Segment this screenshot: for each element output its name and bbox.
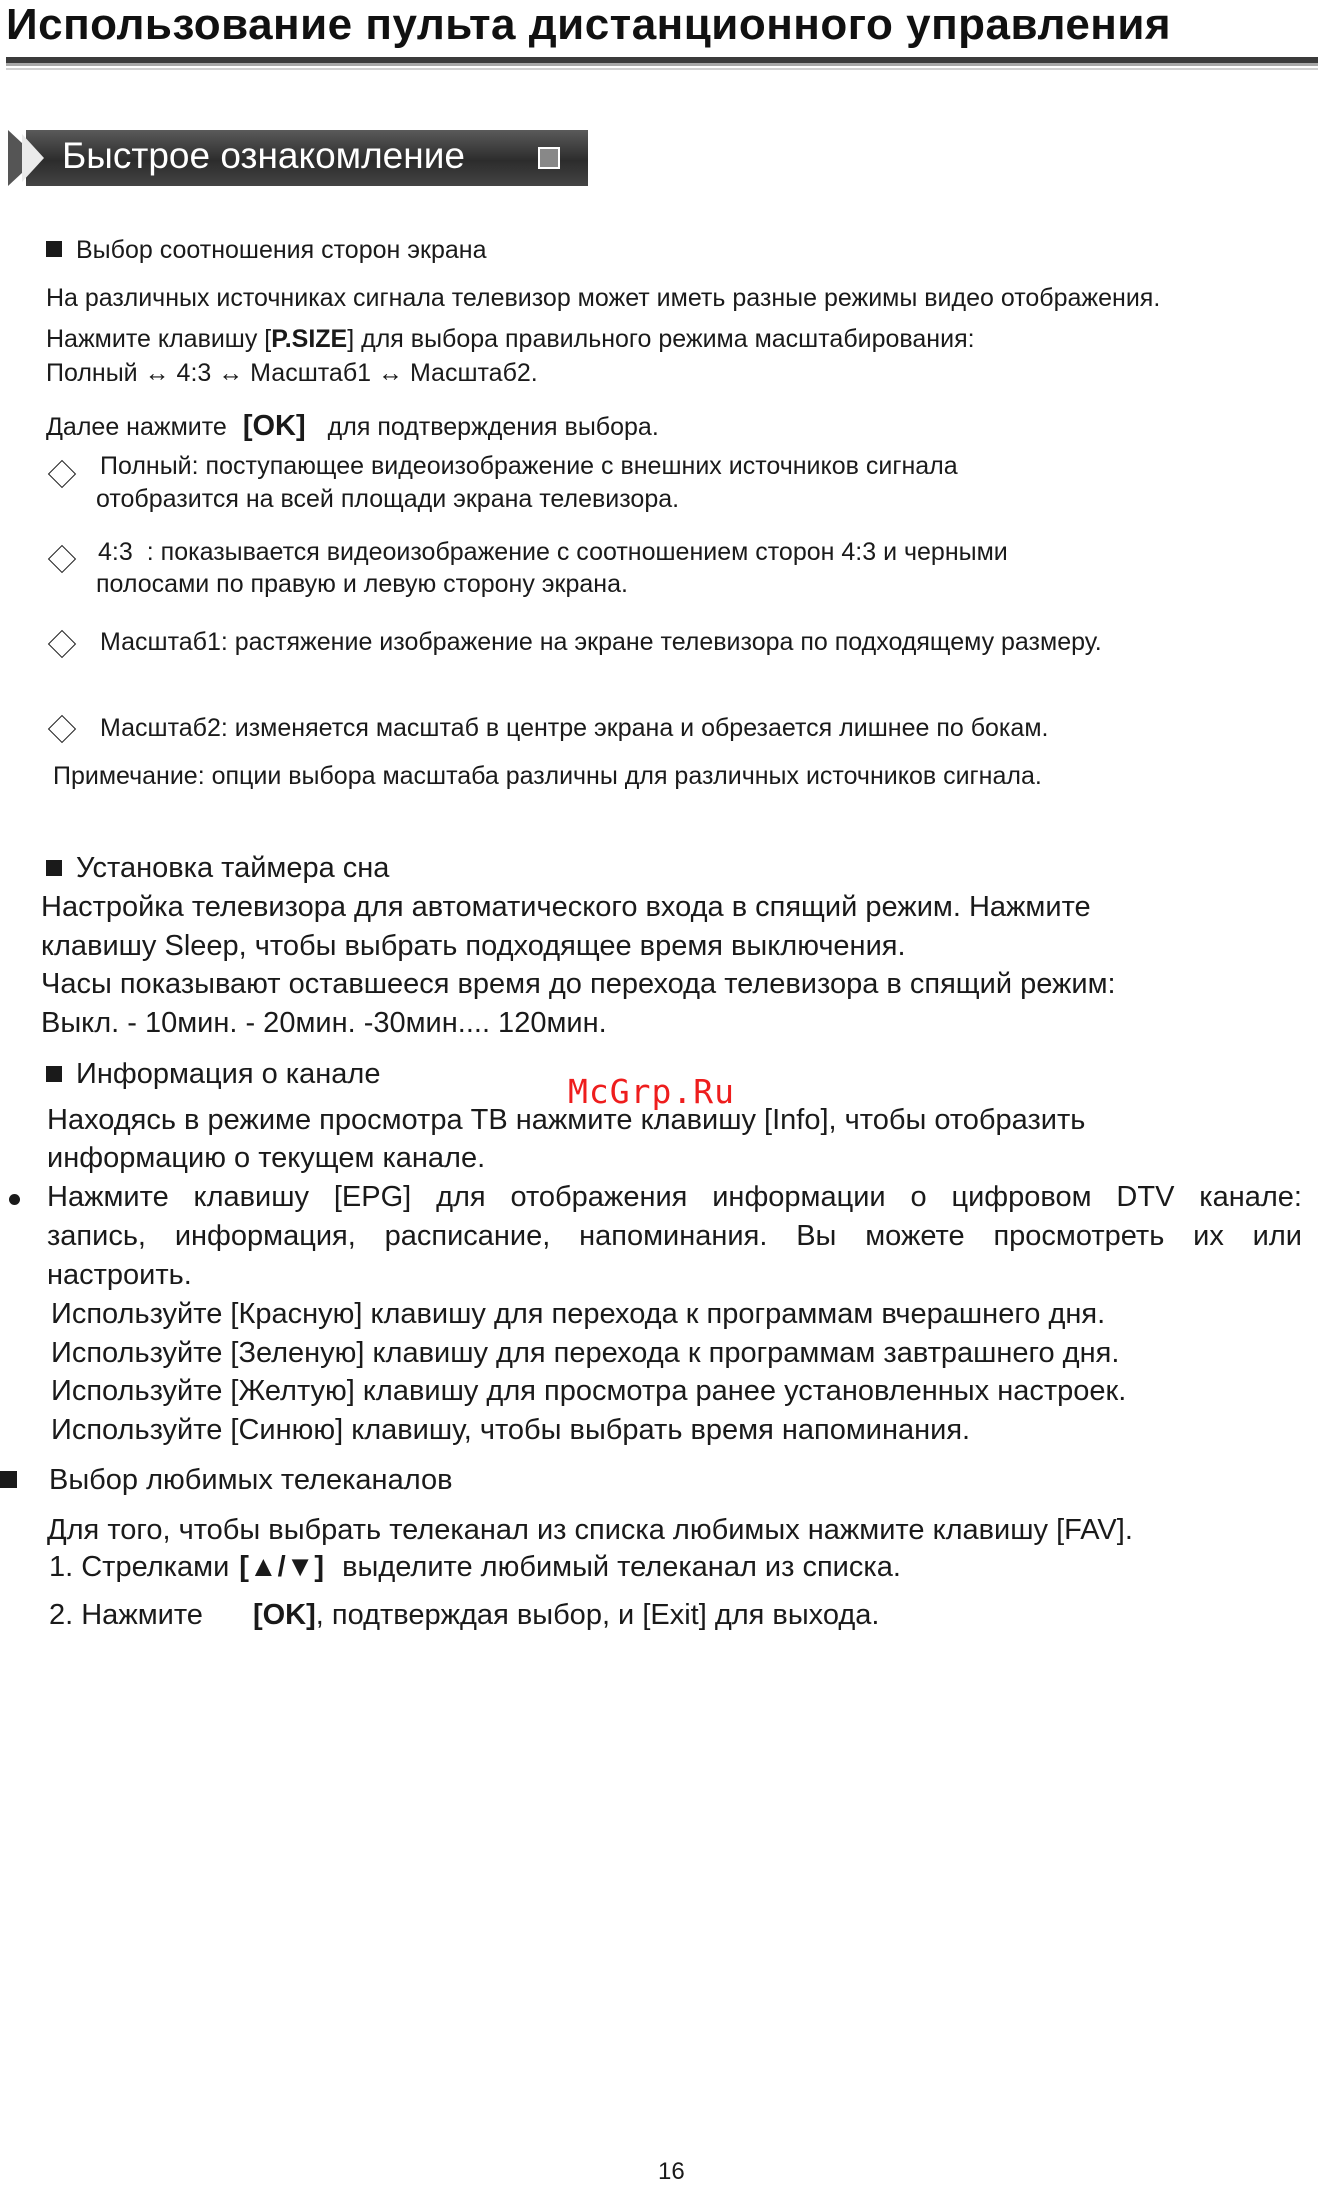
info-heading: Информация о канале xyxy=(46,1058,380,1091)
epg-line-1: Нажмите клавишу [EPG] для отображения информации о цифровом DTV канале: xyxy=(47,1181,1302,1213)
aspect-note: Примечание: опции выбора масштаба различны для различных источников сигнала. xyxy=(53,762,1042,790)
section-banner xyxy=(8,130,588,186)
arrow-keys: [▲/▼] xyxy=(239,1551,325,1583)
psize-key: P.SIZE xyxy=(271,325,348,353)
square-icon xyxy=(538,147,560,169)
option-zoom2: Масштаб2: изменяется масштаб в центре экрана и обрезается лишнее по бокам. xyxy=(100,714,1049,742)
square-bullet-icon xyxy=(0,1471,17,1488)
fav-step-2: 2. Нажмите [OK], подтверждая выбор, и [Exit] для выхода. xyxy=(49,1599,880,1631)
fav-heading: Выбор любимых телеканалов xyxy=(49,1464,453,1496)
aspect-heading: Выбор соотношения сторон экрана xyxy=(46,236,486,265)
epg-red-key: Используйте [Красную] клавишу для перехода к программам вчерашнего дня. xyxy=(51,1298,1106,1330)
square-bullet-icon xyxy=(46,860,62,876)
sleep-line-2: клавишу Sleep, чтобы выбрать подходящее время выключения. xyxy=(41,930,906,962)
epg-green-key: Используйте [Зеленую] клавишу для перехода к программам завтрашнего дня. xyxy=(51,1337,1120,1369)
aspect-line-2: Нажмите клавишу [P.SIZE] для выбора правильного режима масштабирования: xyxy=(46,325,975,353)
round-bullet-icon xyxy=(9,1194,20,1205)
diamond-bullet-icon xyxy=(48,545,76,573)
banner-title: Быстрое ознакомление xyxy=(62,135,465,176)
sleep-heading: Установка таймера сна xyxy=(46,852,389,885)
option-43-cont: полосами по правую и левую сторону экрана. xyxy=(96,570,628,598)
diamond-bullet-icon xyxy=(48,460,76,488)
option-43: 4:3 : показывается видеоизображение с соотношением сторон 4:3 и черными xyxy=(98,538,1008,566)
fav-line-1: Для того, чтобы выбрать телеканал из списка любимых нажмите клавишу [FAV]. xyxy=(47,1514,1133,1546)
sleep-line-4: Выкл. - 10мин. - 20мин. -30мин.... 120мин. xyxy=(41,1007,607,1039)
square-bullet-icon xyxy=(46,1066,62,1082)
diamond-bullet-icon xyxy=(48,715,76,743)
sleep-line-1: Настройка телевизора для автоматического входа в спящий режим. Нажмите xyxy=(41,891,1091,923)
diamond-bullet-icon xyxy=(48,630,76,658)
fav-step-1: 1. Стрелками [▲/▼] выделите любимый телеканал из списка. xyxy=(49,1551,901,1583)
option-full-cont: отобразится на всей площади экрана телевизора. xyxy=(96,485,680,513)
option-zoom1: Масштаб1: растяжение изображение на экране телевизора по подходящему размеру. xyxy=(100,628,1102,656)
epg-line-2: запись, информация, расписание, напоминания. Вы можете просмотреть их или xyxy=(47,1220,1302,1252)
info-line-1: Находясь в режиме просмотра ТВ нажмите клавишу [Info], чтобы отобразить xyxy=(47,1104,1086,1136)
option-full: Полный: поступающее видеоизображение с внешних источников сигнала xyxy=(100,452,958,480)
header-rule-shadow xyxy=(6,63,1318,66)
ok-key: [OK] xyxy=(252,1599,316,1631)
epg-line-3: настроить. xyxy=(47,1259,192,1291)
epg-yellow-key: Используйте [Желтую] клавишу для просмотра ранее установленных настроек. xyxy=(51,1375,1127,1407)
info-line-2: информацию о текущем канале. xyxy=(47,1142,486,1174)
watermark: McGrp.Ru xyxy=(568,1072,735,1111)
square-bullet-icon xyxy=(46,241,62,257)
page-number: 16 xyxy=(658,2158,685,2185)
banner-arrow-inner-icon xyxy=(22,134,44,182)
epg-blue-key: Используйте [Синюю] клавишу, чтобы выбрать время напоминания. xyxy=(51,1414,971,1446)
ok-key: [OK] xyxy=(242,410,306,442)
sleep-line-3: Часы показывают оставшееся время до перехода телевизора в спящий режим: xyxy=(41,968,1116,1000)
header-rule-shadow-2 xyxy=(6,68,1318,70)
page-title: Использование пульта дистанционного управления xyxy=(6,0,1172,49)
aspect-line-1: На различных источниках сигнала телевизор может иметь разные режимы видео отображения. xyxy=(46,284,1161,312)
aspect-line-3: Полный ↔ 4:3 ↔ Масштаб1 ↔ Масштаб2. xyxy=(46,359,538,387)
aspect-line-4: Далее нажмите [OK] для подтверждения выбора. xyxy=(46,410,659,442)
